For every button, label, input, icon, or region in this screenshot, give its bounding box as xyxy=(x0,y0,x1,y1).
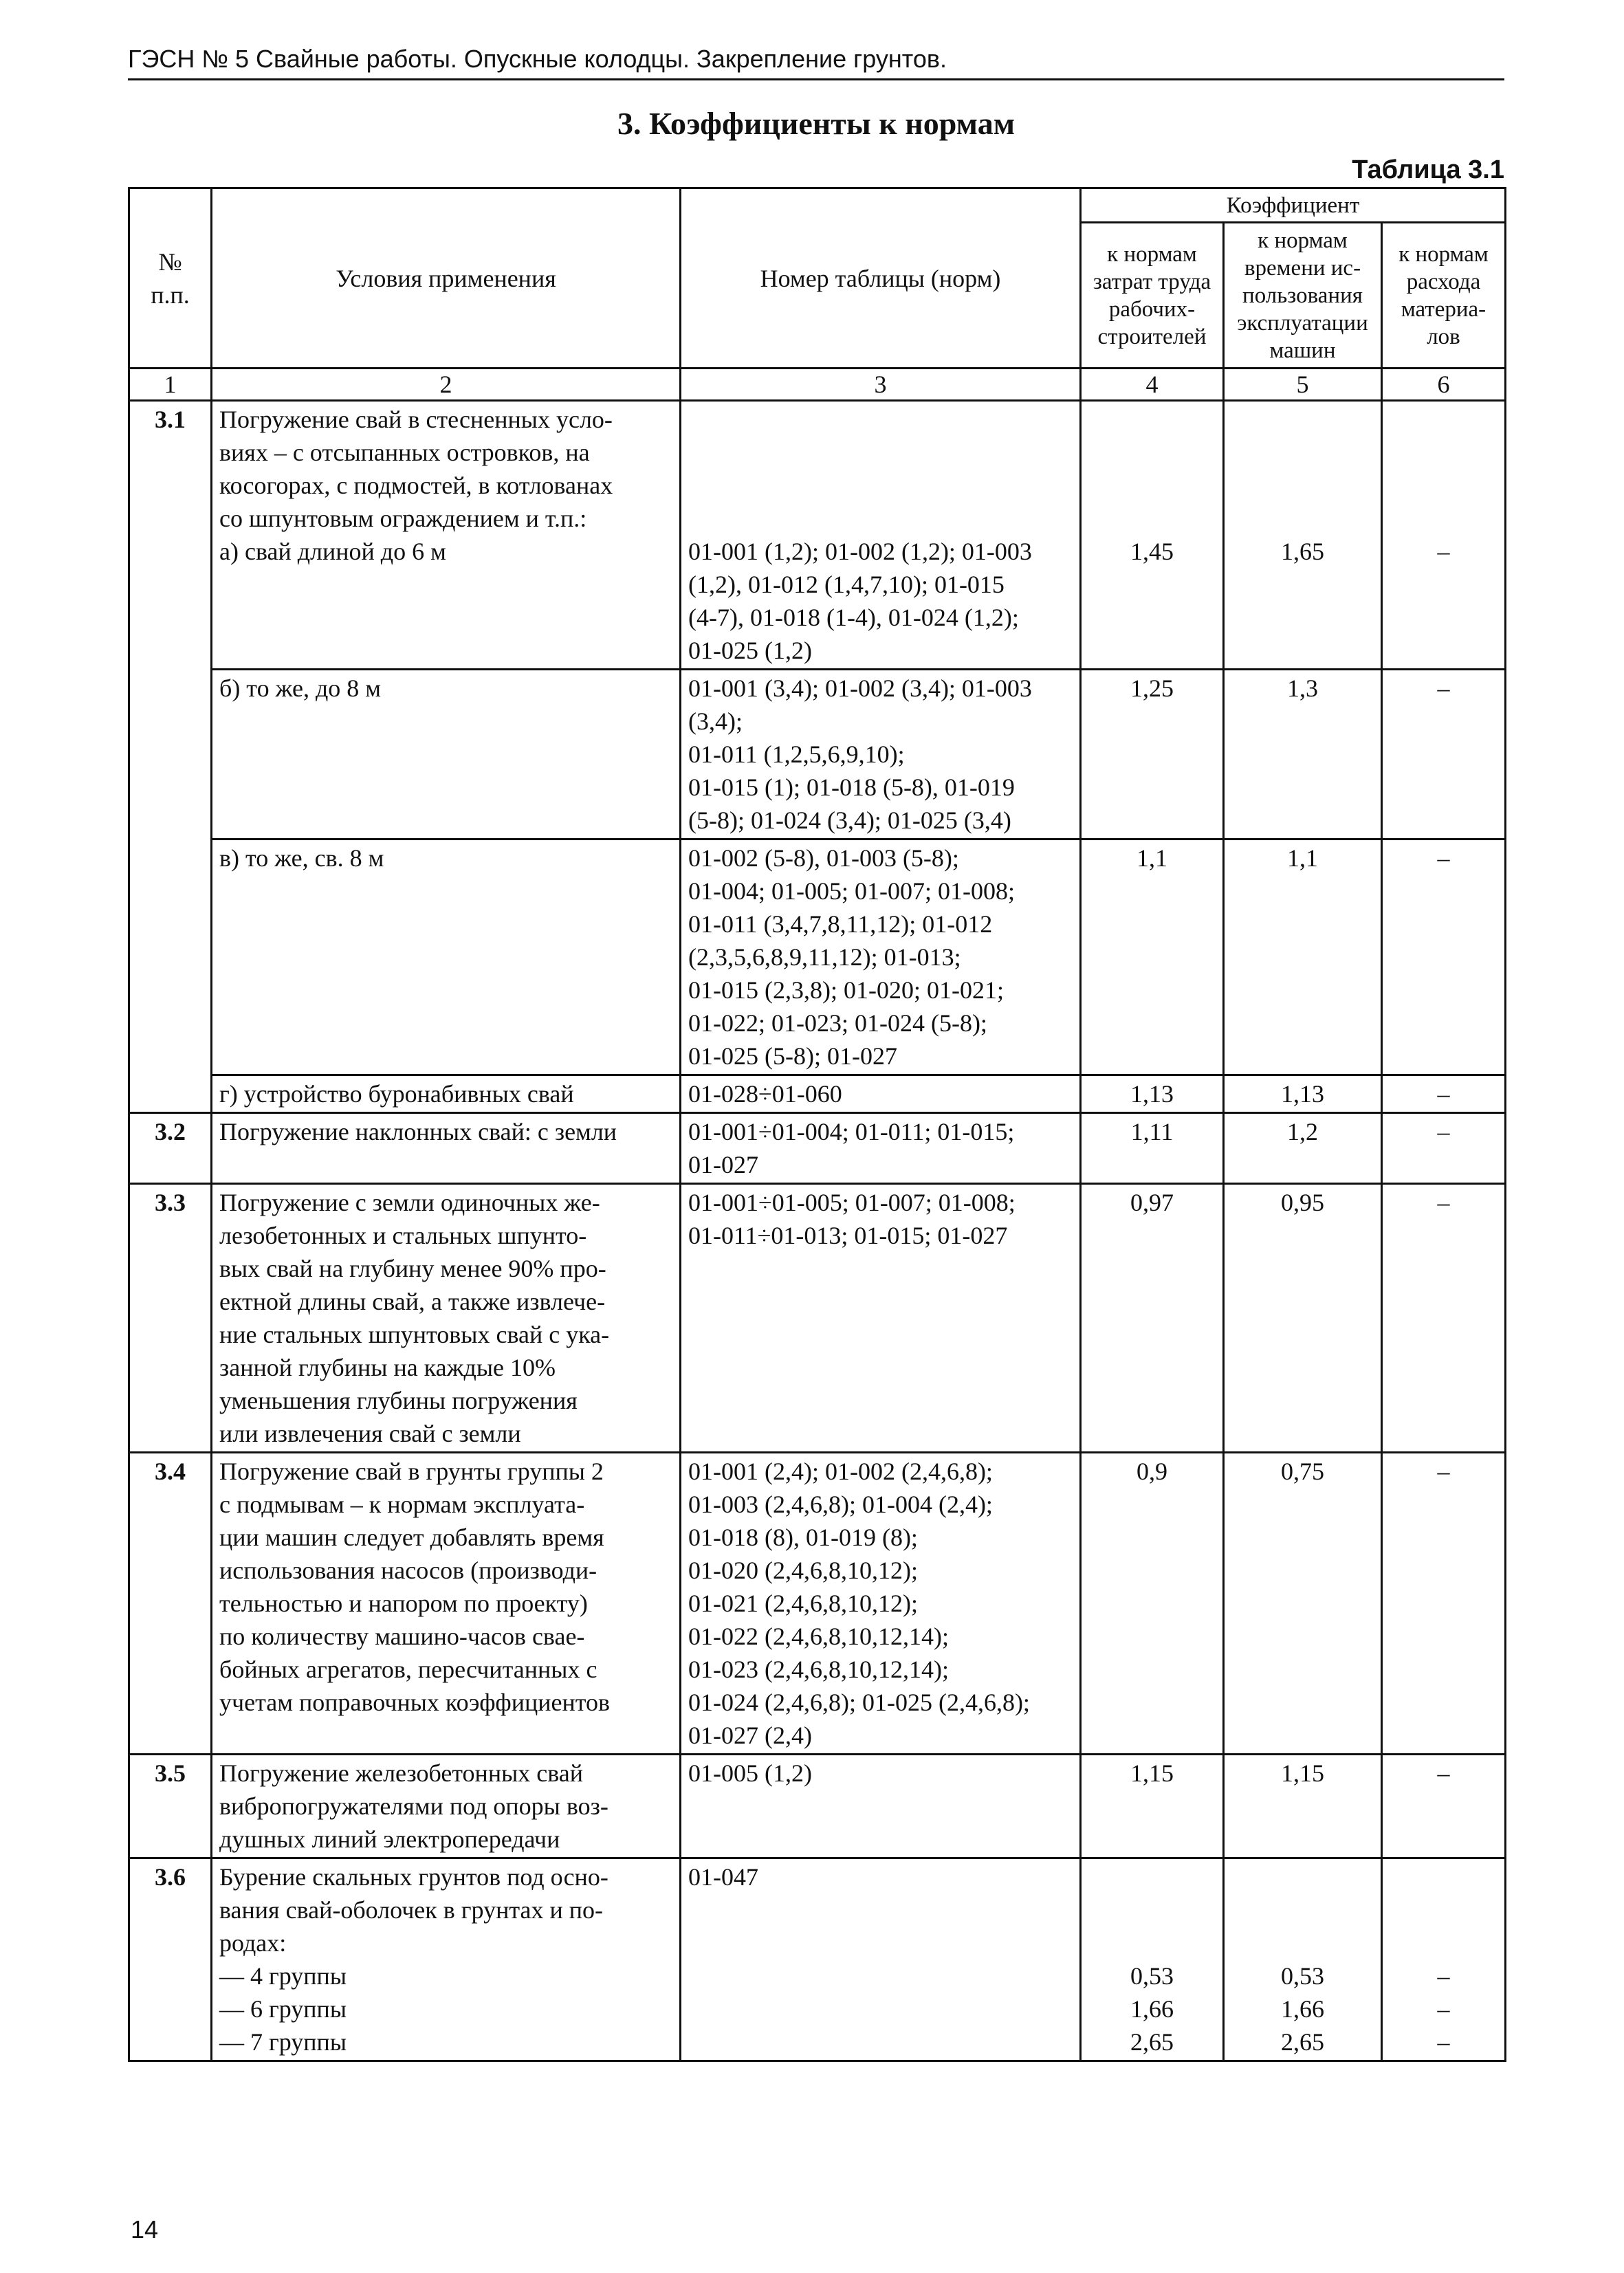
subrow-label: — 4 группы xyxy=(219,1962,347,1990)
column-numbers-row xyxy=(129,369,1506,401)
row-labor-coef: 0,97 xyxy=(1081,1184,1224,1453)
header-labor: к нормам затрат труда рабочих- строителей xyxy=(1081,223,1224,369)
table-row xyxy=(129,401,1506,670)
row-conditions: в) то же, св. 8 м xyxy=(212,839,681,1075)
row-materials-coef: – xyxy=(1382,670,1506,839)
row-machines-coef: 1,13 xyxy=(1224,1075,1382,1113)
row-number: 3.6 xyxy=(129,1858,212,2061)
row-machines-coef: 1,2 xyxy=(1224,1113,1382,1184)
row-machines-coef: 1,15 xyxy=(1224,1755,1382,1858)
header-conditions: Условия применения xyxy=(212,188,681,369)
row-table-numbers: 01-001 (2,4); 01-002 (2,4,6,8); 01-003 (2,4,6,8); 01-004 (2,4); 01-018 (8), 01-019 (8); 01-020 (2,4,6,8,10,12); 01-021 (2,4,6,8,10,12); 01-022 (2,4,6,8,10,12,14); 01-023 (2,4,6,8,10,12,14); 01-024 (2,4,6,8); 01-025 (2,4,6,8); 01-027 (2,4) xyxy=(681,1453,1081,1755)
row-labor-coef: 1,1 xyxy=(1081,839,1224,1075)
row-table-numbers: 01-028÷01-060 xyxy=(681,1075,1081,1113)
row-conditions: б) то же, до 8 м xyxy=(212,670,681,839)
column-number: 3 xyxy=(681,369,1081,401)
row-table-numbers: 01-001 (1,2); 01-002 (1,2); 01-003 (1,2), 01-012 (1,4,7,10); 01-015 (4-7), 01-018 (1-4), 01-024 (1,2); 01-025 (1,2) xyxy=(681,401,1081,670)
header-num: № п.п. xyxy=(129,188,212,369)
table-row xyxy=(129,1113,1506,1184)
row-number: 3.5 xyxy=(129,1755,212,1858)
row-conditions: Погружение свай в стесненных усло- виях – с отсыпанных островков, на косогорах, с подмостей, в котлованах со шпунтовым ограждением и т.п.: а) свай длиной до 6 м xyxy=(212,401,681,670)
subrow-label: — 7 группы xyxy=(219,2028,347,2056)
table-row xyxy=(129,1184,1506,1453)
row-table-numbers: 01-005 (1,2) xyxy=(681,1755,1081,1858)
table-label: Таблица 3.1 xyxy=(1352,155,1504,184)
section-title: 3. Коэффициенты к нормам xyxy=(617,106,1016,141)
row-number: 3.2 xyxy=(129,1113,212,1184)
column-number: 2 xyxy=(212,369,681,401)
row-materials-coef: – – – xyxy=(1382,1858,1506,2061)
row-conditions: г) устройство буронабивных свай xyxy=(212,1075,681,1113)
table-row xyxy=(129,1075,1506,1113)
row-machines-coef: 1,65 xyxy=(1224,401,1382,670)
row-labor-coef: 1,15 xyxy=(1081,1755,1224,1858)
column-number: 5 xyxy=(1224,369,1382,401)
row-conditions: Погружение наклонных свай: с земли xyxy=(212,1113,681,1184)
row-table-numbers: 01-002 (5-8), 01-003 (5-8); 01-004; 01-005; 01-007; 01-008; 01-011 (3,4,7,8,11,12); 01-012 (2,3,5,6,8,9,11,12); 01-013; 01-015 (2,3,8); 01-020; 01-021; 01-022; 01-023; 01-024 (5-8); 01-025 (5-8); 01-027 xyxy=(681,839,1081,1075)
running-header: ГЭСН № 5 Свайные работы. Опускные колодцы. Закрепление грунтов. xyxy=(128,40,1504,80)
row-number: 3.3 xyxy=(129,1184,212,1453)
row-machines-coef: 0,53 1,66 2,65 xyxy=(1224,1858,1382,2061)
row-conditions: Погружение железобетонных свай вибропогружателями под опоры воз- душных линий электропередачи xyxy=(212,1755,681,1858)
row-labor-coef: 1,11 xyxy=(1081,1113,1224,1184)
column-number: 1 xyxy=(129,369,212,401)
header-machines: к нормам времени ис- пользования эксплуатации машин xyxy=(1224,223,1382,369)
header-table-number: Номер таблицы (норм) xyxy=(681,188,1081,369)
row-materials-coef: – xyxy=(1382,1113,1506,1184)
row-number: 3.1 xyxy=(129,401,212,1113)
row-table-numbers: 01-001 (3,4); 01-002 (3,4); 01-003 (3,4); 01-011 (1,2,5,6,9,10); 01-015 (1); 01-018 (5-8), 01-019 (5-8); 01-024 (3,4); 01-025 (3,4) xyxy=(681,670,1081,839)
row-conditions: Погружение свай в грунты группы 2 с подмывам – к нормам эксплуата- ции машин следует добавлять время использования насосов (производи- тельностью и напором по проекту) по количеству машино-часов свае- бойных агрегатов, пересчитанных с учетам поправочных коэффициентов xyxy=(212,1453,681,1755)
header-materials: к нормам расхода материа- лов xyxy=(1382,223,1506,369)
column-number: 4 xyxy=(1081,369,1224,401)
row-labor-coef: 1,13 xyxy=(1081,1075,1224,1113)
row-materials-coef: – xyxy=(1382,1184,1506,1453)
row-number: 3.4 xyxy=(129,1453,212,1755)
row-machines-coef: 1,1 xyxy=(1224,839,1382,1075)
table-row xyxy=(129,1755,1506,1858)
row-labor-coef: 0,53 1,66 2,65 xyxy=(1081,1858,1224,2061)
page-number: 14 xyxy=(131,2215,159,2243)
table-row xyxy=(129,1858,1506,2061)
row-machines-coef: 0,75 xyxy=(1224,1453,1382,1755)
row-materials-coef: – xyxy=(1382,1453,1506,1755)
row-table-numbers: 01-001÷01-004; 01-011; 01-015; 01-027 xyxy=(681,1113,1081,1184)
row-conditions: Погружение с земли одиночных же- лезобетонных и стальных шпунто- вых свай на глубину менее 90% про- ектной длины свай, а также извлече- ние стальных шпунтовых свай с ука- занной глубины на каждые 10% уменьшения глубины погружения или извлечения свай с земли xyxy=(212,1184,681,1453)
row-machines-coef: 1,3 xyxy=(1224,670,1382,839)
row-labor-coef: 1,45 xyxy=(1081,401,1224,670)
row-table-numbers: 01-047 xyxy=(681,1858,1081,2061)
table-row xyxy=(129,1453,1506,1755)
row-labor-coef: 0,9 xyxy=(1081,1453,1224,1755)
row-labor-coef: 1,25 xyxy=(1081,670,1224,839)
header-coefficient-group: Коэффициент xyxy=(1081,188,1506,223)
row-materials-coef: – xyxy=(1382,1075,1506,1113)
row-materials-coef: – xyxy=(1382,1755,1506,1858)
coefficients-table xyxy=(128,187,1506,2062)
row-machines-coef: 0,95 xyxy=(1224,1184,1382,1453)
column-number: 6 xyxy=(1382,369,1506,401)
row-materials-coef: – xyxy=(1382,839,1506,1075)
table-row xyxy=(129,670,1506,839)
table-row xyxy=(129,839,1506,1075)
row-materials-coef: – xyxy=(1382,401,1506,670)
row-table-numbers: 01-001÷01-005; 01-007; 01-008; 01-011÷01-013; 01-015; 01-027 xyxy=(681,1184,1081,1453)
subrow-label: — 6 группы xyxy=(219,1995,347,2023)
row-conditions: Бурение скальных грунтов под осно- вания свай-оболочек в грунтах и по- родах: — 4 группы — 6 группы — 7 группы xyxy=(212,1858,681,2061)
